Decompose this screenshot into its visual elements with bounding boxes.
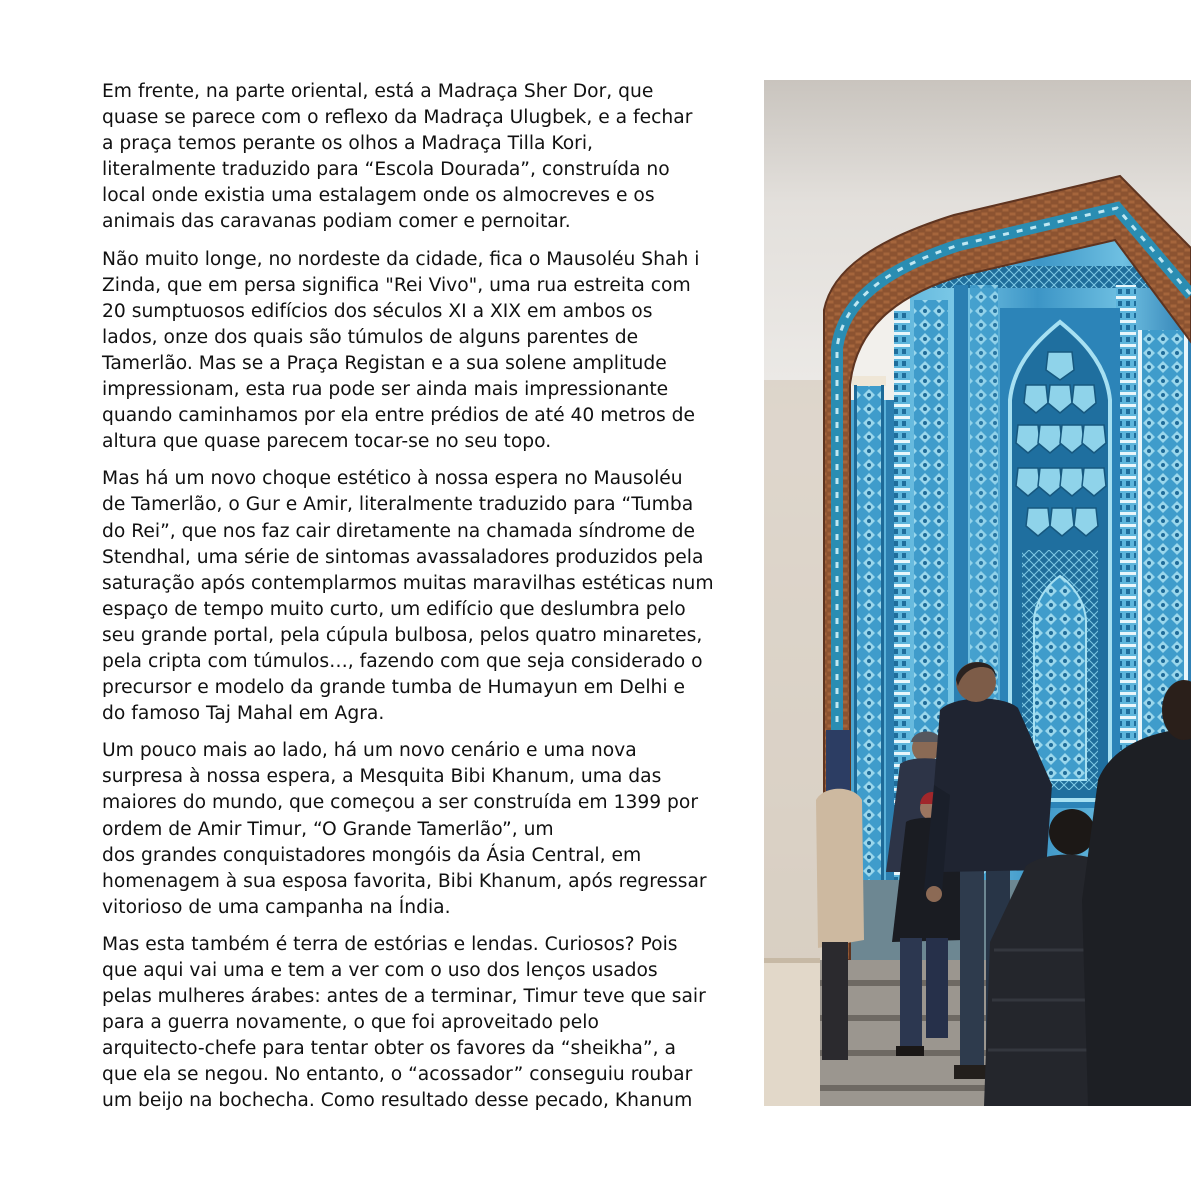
text-line: homenagem à sua esposa favorita, Bibi Khanum, após regressar [102, 870, 707, 892]
text-line: um beijo na bochecha. Como resultado desse pecado, Khanum [102, 1090, 693, 1112]
text-line: 20 sumptuosos edifícios dos séculos XI a XIX em ambos os [102, 300, 653, 322]
text-line: arquitecto-chefe para tentar obter os favores da “sheikha”, a [102, 1038, 676, 1060]
text-line: vitorioso de uma campanha na Índia. [102, 896, 451, 918]
text-line: animais das caravanas podiam comer e pernoitar. [102, 211, 571, 233]
text-line: Stendhal, uma série de sintomas avassaladores produzidos pela [102, 546, 704, 568]
text-line: a praça temos perante os olhos a Madraça Tilla Kori, [102, 133, 593, 155]
paragraph-bibi-khanum [102, 738, 752, 921]
text-line: maiores do mundo, que começou a ser construída em 1399 por [102, 792, 699, 814]
text-line: precursor e modelo da grande tumba de Humayun em Delhi e [102, 677, 685, 699]
text-line: do Rei”, que nos faz cair diretamente na chamada síndrome de [102, 520, 696, 542]
text-line: Mas esta também é terra de estórias e lendas. Curiosos? Pois [102, 933, 678, 955]
text-line: local onde existia uma estalagem onde os almocreves e os [102, 185, 655, 207]
text-line: Tamerlão. Mas se a Praça Registan e a sua solene amplitude [102, 352, 667, 374]
text-line: lados, onze dos quais são túmulos de alguns parentes de [102, 326, 639, 348]
text-line: Mas há um novo choque estético à nossa espera no Mausoléu [102, 468, 683, 490]
text-line: impressionam, esta rua pode ser ainda mais impressionante [102, 379, 669, 401]
paragraph-legend [102, 932, 752, 1115]
text-line: Não muito longe, no nordeste da cidade, fica o Mausoléu Shah i [102, 248, 700, 270]
paragraph-madraca-sher-dor [102, 79, 752, 236]
article-text-column [102, 79, 752, 1126]
text-line: Em frente, na parte oriental, está a Madraça Sher Dor, que [102, 81, 654, 102]
text-line: literalmente traduzido para “Escola Dourada”, construída no [102, 159, 670, 181]
text-line: para a guerra novamente, o que foi aproveitado pelo [102, 1012, 599, 1034]
text-line: quase se parece com o reflexo da Madraça Ulugbek, e a fechar [102, 107, 693, 129]
text-line: que ela se negou. No entanto, o “acossador” conseguiu roubar [102, 1064, 693, 1086]
text-line: pelas mulheres árabes: antes de a terminar, Timur teve que sair [102, 986, 706, 1008]
stone-pedestal [764, 958, 820, 1106]
text-line: do famoso Taj Mahal em Agra. [102, 703, 385, 725]
article-photo [764, 80, 1191, 1106]
text-line: Um pouco mais ao lado, há um novo cenário e uma nova [102, 740, 637, 762]
photo-tiled-arch-with-visitors [764, 80, 1191, 1106]
text-line: que aqui vai uma e tem a ver com o uso dos lenços usados [102, 960, 658, 981]
text-line: Zinda, que em persa significa "Rei Vivo", uma rua estreita com [102, 274, 691, 296]
text-line: de Tamerlão, o Gur e Amir, literalmente traduzido para “Tumba [102, 494, 694, 516]
text-line: pela cripta com túmulos…, fazendo com que seja considerado o [102, 650, 703, 672]
text-line: seu grande portal, pela cúpula bulbosa, pelos quatro minaretes, [102, 624, 703, 646]
paragraph-gur-e-amir [102, 466, 752, 727]
text-line: espaço de tempo muito curto, um edifício que deslumbra pelo [102, 598, 686, 620]
text-line: surpresa à nossa espera, a Mesquita Bibi Khanum, uma das [102, 766, 662, 788]
paragraph-shah-i-zinda [102, 247, 752, 456]
text-line: dos grandes conquistadores mongóis da Ásia Central, em [102, 844, 642, 866]
text-line: saturação após contemplarmos muitas maravilhas estéticas num [102, 572, 714, 594]
text-line: altura que quase parecem tocar-se no seu topo. [102, 431, 552, 453]
text-line: quando caminhamos por ela entre prédios de até 40 metros de [102, 405, 695, 427]
text-line: ordem de Amir Timur, “O Grande Tamerlão”, um [102, 818, 554, 840]
